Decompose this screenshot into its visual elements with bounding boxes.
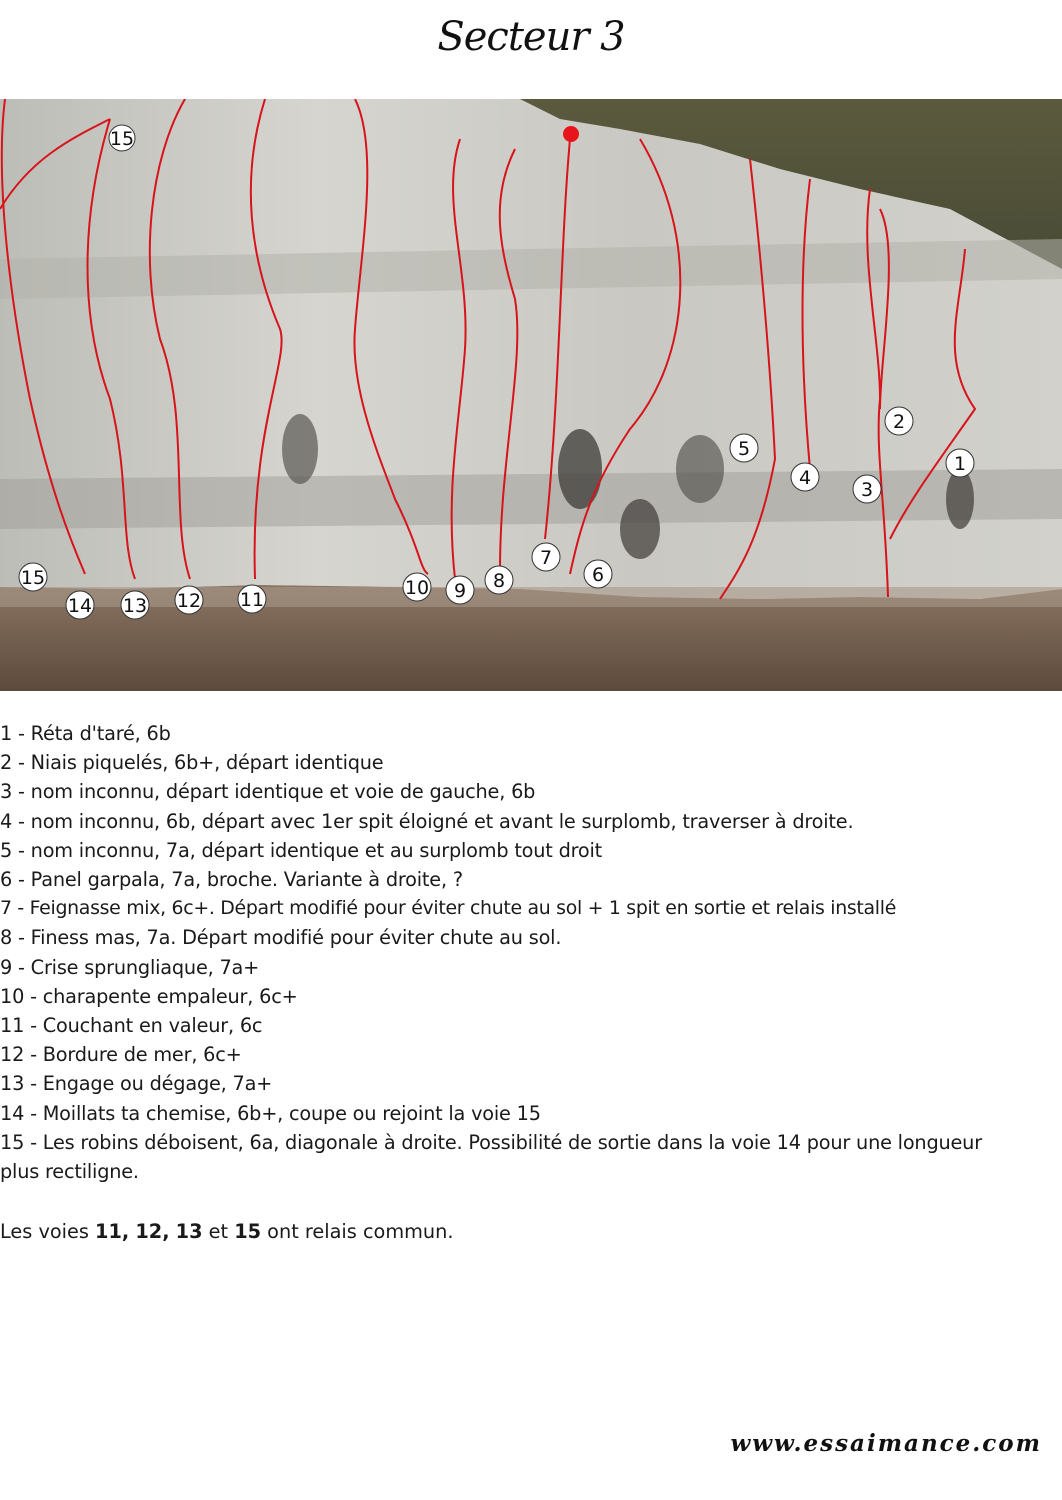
svg-text:9: 9 (453, 580, 467, 602)
note-prefix: Les voies (0, 1220, 96, 1243)
shared-anchor-note (0, 1217, 453, 1246)
anchor-dot (563, 126, 579, 142)
svg-text:1: 1 (953, 453, 967, 475)
note-route-15: 15 (234, 1220, 262, 1243)
route-label-13 (121, 591, 149, 619)
note-route-13: 13 (175, 1220, 203, 1243)
route-item-3: 3 - nom inconnu, départ identique et voie de gauche, 6b (0, 780, 536, 804)
note-route-12: 12, (135, 1220, 170, 1243)
route-item-10: 10 - charapente empaleur, 6c+ (0, 984, 298, 1008)
svg-text:15: 15 (109, 128, 135, 150)
svg-text:14: 14 (67, 595, 93, 617)
route-item-8: 8 - Finess mas, 7a. Départ modifié pour éviter chute au sol. (0, 926, 562, 950)
route-item-14: 14 - Moillats ta chemise, 6b+, coupe ou rejoint la voie 15 (0, 1101, 541, 1125)
route-item-7: 7 - Feignasse mix, 6c+. Départ modifié pour éviter chute au sol + 1 spit en sortie et relais installé (0, 897, 897, 920)
rock-cave (676, 435, 724, 503)
svg-text:4: 4 (798, 467, 812, 489)
crag-topo-photo (0, 99, 1062, 691)
route-label-4 (791, 463, 819, 491)
svg-text:15: 15 (20, 567, 46, 589)
route-list (0, 719, 1062, 1186)
route-item-11: 11 - Couchant en valeur, 6c (0, 1014, 263, 1038)
svg-text:11: 11 (239, 589, 265, 611)
route-label-10 (403, 573, 431, 601)
page-title: Secteur 3 (437, 14, 625, 60)
route-item-2: 2 - Niais piquelés, 6b+, départ identique (0, 751, 384, 775)
website-url[interactable]: www.essaimance.com (730, 1430, 1042, 1457)
note-and: et (202, 1220, 235, 1243)
note-suffix: ont relais commun. (261, 1220, 454, 1243)
route-item-13: 13 - Engage ou dégage, 7a+ (0, 1072, 273, 1096)
svg-text:7: 7 (539, 547, 553, 569)
route-label-6 (584, 560, 612, 588)
route-label-12 (175, 586, 203, 614)
route-label-15 (19, 563, 47, 591)
svg-text:5: 5 (737, 438, 751, 460)
route-item-12: 12 - Bordure de mer, 6c+ (0, 1043, 242, 1067)
route-item-15: 15 - Les robins déboisent, 6a, diagonale à droite. Possibilité de sortie dans la voie 14 pour une longueur plus rectiligne. (0, 1130, 982, 1184)
route-label-7 (532, 543, 560, 571)
svg-text:13: 13 (122, 595, 148, 617)
route-label-1 (946, 449, 974, 477)
svg-text:2: 2 (892, 411, 906, 433)
route-item-9: 9 - Crise sprungliaque, 7a+ (0, 955, 260, 979)
svg-text:6: 6 (591, 564, 605, 586)
rock-shadow-band (0, 469, 1062, 529)
svg-text:3: 3 (860, 479, 874, 501)
route-label-11 (238, 585, 266, 613)
route-label-2 (885, 407, 913, 435)
route-label-15-top (109, 125, 135, 151)
svg-text:8: 8 (492, 570, 506, 592)
rock-cave (282, 414, 318, 484)
route-item-4: 4 - nom inconnu, 6b, départ avec 1er spit éloigné et avant le surplomb, traverser à droite. (0, 809, 854, 833)
route-label-5 (730, 434, 758, 462)
rock-cave (946, 469, 974, 529)
rock-cave (558, 429, 602, 509)
route-item-1: 1 - Réta d'taré, 6b (0, 722, 171, 745)
route-item-6: 6 - Panel garpala, 7a, broche. Variante à droite, ? (0, 868, 463, 892)
svg-text:12: 12 (176, 590, 202, 612)
rock-cave (620, 499, 660, 559)
route-item-5: 5 - nom inconnu, 7a, départ identique et au surplomb tout droit (0, 838, 603, 862)
svg-text:10: 10 (404, 577, 430, 599)
route-label-9 (446, 576, 474, 604)
note-route-11: 11, (95, 1220, 130, 1243)
route-label-8 (485, 566, 513, 594)
route-label-3 (853, 475, 881, 503)
ground-path (0, 587, 1062, 607)
route-label-14 (66, 591, 94, 619)
